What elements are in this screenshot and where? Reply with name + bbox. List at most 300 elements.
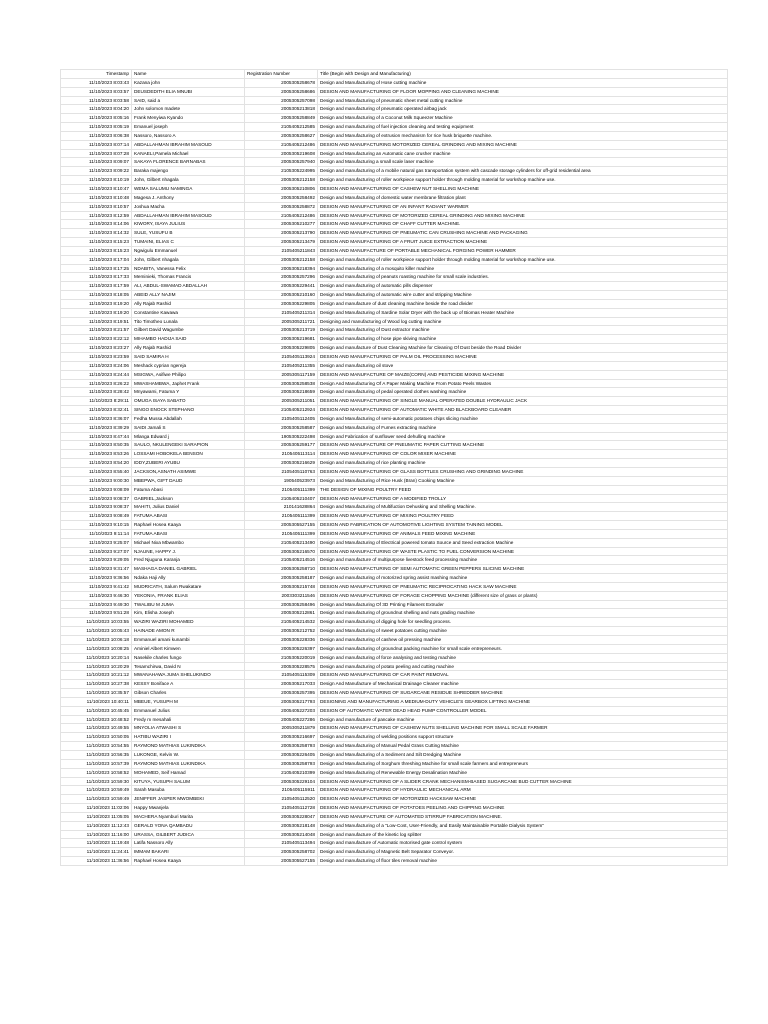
title-cell[interactable]: Design and Manufacturing of extrusion mechanism for rice husk briquette machine. — [318, 131, 728, 140]
title-cell[interactable]: DESIGN AND MANUFACTURING OF FLOOR MOPPING AND CLEANING MACHINE — [318, 87, 728, 96]
title-cell[interactable]: Design and Manufacturing of Hose cutting machine — [318, 78, 728, 87]
title-cell[interactable]: Design and manufacturing oil stove — [318, 361, 728, 370]
registration-number-cell[interactable]: 2005305226405 — [245, 750, 318, 759]
timestamp-cell[interactable]: 11/10/2023 8:21:57 — [61, 326, 132, 335]
registration-number-cell[interactable]: 2005305257395 — [245, 689, 318, 698]
title-cell[interactable]: Design and manufacturing of groundnut shelling and nuts grading machine — [318, 609, 728, 618]
name-cell[interactable]: Fred Njuguna Karanja — [132, 556, 245, 565]
title-cell[interactable]: Design and Manufacturing of Electrical powered tomato Source and Seed extraction Machine — [318, 538, 728, 547]
title-cell[interactable]: Design and Fabrication of sunflower seed dehulling machine — [318, 432, 728, 441]
name-cell[interactable]: Michael Nixa Mbwambo — [132, 538, 245, 547]
registration-number-cell[interactable]: 2105405211314 — [245, 308, 318, 317]
timestamp-cell[interactable]: 11/10/2023 8:55:40 — [61, 467, 132, 476]
timestamp-cell[interactable]: 11/10/2023 8:19:20 — [61, 299, 132, 308]
registration-number-cell[interactable]: 2105405212486 — [245, 140, 318, 149]
title-cell[interactable]: DESIGN AND MANUFACTURING OF PNEUMATIC RECIPROCATING HACK SAW MACHINE — [318, 582, 728, 591]
timestamp-cell[interactable]: 11/10/2023 11:12:43 — [61, 821, 132, 830]
name-cell[interactable]: NJAUNE, HAPPY J. — [132, 547, 245, 556]
name-cell[interactable]: YEKONIA, FRANK ELIAS — [132, 591, 245, 600]
registration-number-cell[interactable]: 2005305210277 — [245, 220, 318, 229]
title-cell[interactable]: Designing and manufacturing of Wood log cutting machine — [318, 317, 728, 326]
timestamp-cell[interactable]: 11/10/2023 10:20:14 — [61, 653, 132, 662]
registration-number-cell[interactable]: 2105405210399 — [245, 768, 318, 777]
title-cell[interactable]: DESIGN AND FABRICATION OF AUTOMOTIVE LIGHTING SYSTEM TAINING MODEL — [318, 521, 728, 530]
title-cell[interactable]: Design and manufacturing of hose pipe skiving machine — [318, 335, 728, 344]
registration-number-cell[interactable]: 2005305257098 — [245, 96, 318, 105]
registration-number-cell[interactable]: 2005305218394 — [245, 264, 318, 273]
name-cell[interactable]: IDDY,ZUBERI AYUBU — [132, 459, 245, 468]
name-cell[interactable]: Baraka majengo — [132, 167, 245, 176]
registration-number-cell[interactable]: 2005305218659 — [245, 388, 318, 397]
title-cell[interactable]: Design and Manufacturing of Dust extractor machine — [318, 326, 728, 335]
title-cell[interactable]: Design and manufacturing of roller workpiece support holder through molding material for workshop machine use. — [318, 255, 728, 264]
timestamp-cell[interactable]: 11/10/2023 11:36:56 — [61, 857, 132, 866]
timestamp-cell[interactable]: 11/10/2023 8:03:43 — [61, 78, 132, 87]
title-cell[interactable]: Design and Manufacturing of semi-automatic potatoes chips slicing machine — [318, 414, 728, 423]
title-cell[interactable]: DESIGN AND MANUFACTURING OF PNEUMATIC CAN CRUSHING MACHINE AND PACKAGING — [318, 229, 728, 238]
timestamp-cell[interactable]: 11/10/2023 11:19:48 — [61, 839, 132, 848]
title-cell[interactable]: DESIGN AND MANUFACTURE OF MAIZE(CORN) AND PESTICIDE MIXING MACHINE — [318, 370, 728, 379]
title-cell[interactable]: DESIGN AND MANUFACTURING OF CHAFF CUTTER MACHINE. — [318, 220, 728, 229]
timestamp-cell[interactable]: 11/10/2023 10:59:49 — [61, 786, 132, 795]
title-cell[interactable]: Design and manufacturing of groundnut packing machine for small scale entrepreneurs. — [318, 644, 728, 653]
title-cell[interactable]: Design and manufacturing of fuel injection cleaning and testing equipment — [318, 123, 728, 132]
timestamp-cell[interactable]: 11/10/2023 8:10:57 — [61, 202, 132, 211]
registration-number-cell[interactable]: 2105405113494 — [245, 839, 318, 848]
title-cell[interactable]: DESIGN AND MANUFACTURING OF A MODIFIED TROLLY — [318, 494, 728, 503]
registration-number-cell[interactable]: 2005305212158 — [245, 176, 318, 185]
name-cell[interactable]: John, Gilbert nhagala — [132, 255, 245, 264]
timestamp-cell[interactable]: 11/10/2023 11:02:06 — [61, 804, 132, 813]
name-cell[interactable]: SAID SAMIRA H — [132, 353, 245, 362]
title-cell[interactable]: Design and manufacturing of roller workpiece support holder through molding material for workshop machine use. — [318, 176, 728, 185]
title-cell[interactable]: Design and manufacturing of motorized spring assist mashing machine — [318, 574, 728, 583]
title-cell[interactable]: Design and manufacture of Automatic motorised gate control system — [318, 839, 728, 848]
timestamp-cell[interactable]: 11/10/2023 9:29:05 — [61, 556, 132, 565]
name-cell[interactable]: Meminieki, Thomas Francis — [132, 273, 245, 282]
title-cell[interactable]: DESIGN AND MANUFACTURING OF ANIMALS FEED MIXING MACHINE — [318, 529, 728, 538]
timestamp-cell[interactable]: 11/10/2023 9:25:07 — [61, 538, 132, 547]
registration-number-cell[interactable]: 210141628864 — [245, 503, 318, 512]
timestamp-cell[interactable]: 11/10/2023 8:47:44 — [61, 432, 132, 441]
timestamp-cell[interactable]: 11/10/2023 8:09:07 — [61, 158, 132, 167]
timestamp-cell[interactable]: 11/10/2023 8:28:42 — [61, 388, 132, 397]
timestamp-cell[interactable]: 11/10/2023 8:07:28 — [61, 149, 132, 158]
name-cell[interactable]: RAYMOND MATHIAS LUKINDIKA — [132, 759, 245, 768]
timestamp-cell[interactable]: 11/10/2023 10:35:57 — [61, 689, 132, 698]
registration-number-cell[interactable]: 2005305213479 — [245, 238, 318, 247]
name-cell[interactable]: MBEUE, YUSUPH M — [132, 697, 245, 706]
registration-number-cell[interactable]: 2005305212158 — [245, 255, 318, 264]
title-cell[interactable]: DESIGN AND MANUFACTURING OF MOTORIZED HACKSAW MACHINE — [318, 795, 728, 804]
name-cell[interactable]: Joshua Macha — [132, 202, 245, 211]
timestamp-cell[interactable]: 11/10/2023 11:16:00 — [61, 830, 132, 839]
registration-number-cell[interactable]: 2005305257940 — [245, 158, 318, 167]
name-cell[interactable]: Latifa Nassoro Ally — [132, 839, 245, 848]
name-cell[interactable]: MWASHAMBWA, Japhet Frank — [132, 379, 245, 388]
name-cell[interactable]: MACHERA Nyamburi Marita — [132, 812, 245, 821]
timestamp-cell[interactable]: 11/10/2023 8:07:14 — [61, 140, 132, 149]
title-cell[interactable]: Design and Manufacturing of pneumatic sheet metal cutting machine — [318, 96, 728, 105]
registration-number-cell[interactable]: 2105405113924 — [245, 353, 318, 362]
timestamp-cell[interactable]: 11/10/2023 9:08:37 — [61, 494, 132, 503]
registration-number-cell[interactable]: 2105405112728 — [245, 804, 318, 813]
registration-number-cell[interactable]: 2005305217793 — [245, 697, 318, 706]
timestamp-cell[interactable]: 11/10/2023 10:57:39 — [61, 759, 132, 768]
registration-number-cell[interactable]: 2005305229805 — [245, 344, 318, 353]
timestamp-cell[interactable]: 11/10/2023 8:19:20 — [61, 308, 132, 317]
registration-number-cell[interactable]: 2005305258686 — [245, 87, 318, 96]
registration-number-cell[interactable]: 2005405227286 — [245, 715, 318, 724]
name-cell[interactable]: Gibson Charles — [132, 689, 245, 698]
name-cell[interactable]: ALI, ABDUL-SWAMAD ABDALLAH — [132, 282, 245, 291]
timestamp-cell[interactable]: 11/10/2023 8:14:06 — [61, 220, 132, 229]
timestamp-cell[interactable]: 11/10/2023 9:27:07 — [61, 547, 132, 556]
timestamp-cell[interactable]: 11/10/2023 8:14:32 — [61, 229, 132, 238]
name-cell[interactable]: Ndaka Haji Ally — [132, 574, 245, 583]
title-cell[interactable]: Design and Manufacturing of Fumes extracting machine — [318, 423, 728, 432]
registration-number-cell[interactable]: 2005305258793 — [245, 759, 318, 768]
timestamp-cell[interactable]: 11/10/2023 10:50:05 — [61, 733, 132, 742]
timestamp-cell[interactable]: 11/10/2023 9:51:28 — [61, 609, 132, 618]
name-cell[interactable]: Sarah Masuba — [132, 786, 245, 795]
registration-number-cell[interactable]: 2105405214532 — [245, 618, 318, 627]
name-cell[interactable]: Tito Timotheo Lunala — [132, 317, 245, 326]
registration-number-cell[interactable]: 2005305213818 — [245, 105, 318, 114]
name-cell[interactable]: ABEID ALLY NAJIM — [132, 291, 245, 300]
timestamp-cell[interactable]: 11/10/2023 10:27:38 — [61, 680, 132, 689]
title-cell[interactable]: Design And Manufacturing Of A Paper Making Machine From Potato Peels Wastes — [318, 379, 728, 388]
timestamp-cell[interactable]: 11/10/2023 9:08:09 — [61, 485, 132, 494]
registration-number-cell[interactable]: 2005305258627 — [245, 131, 318, 140]
name-cell[interactable]: KESSY Boniface A — [132, 680, 245, 689]
registration-number-cell[interactable]: 2005305258849 — [245, 114, 318, 123]
timestamp-cell[interactable]: 11/10/2023 11:24:41 — [61, 848, 132, 857]
registration-number-cell[interactable]: 2105305224995 — [245, 167, 318, 176]
title-cell[interactable]: DESIGN AND MANUFACTURING OF AUTOMATIC WHITE AND BLACKBOARD CLEANER — [318, 406, 728, 415]
name-cell[interactable]: John solomon madete — [132, 105, 245, 114]
name-cell[interactable]: IMMAM BAKARI — [132, 848, 245, 857]
title-cell[interactable]: DESIGN AND MANUFACTURING OF CASHEW NUTS SHELLING MACHINE FOR SMALL SCALE FARMER — [318, 724, 728, 733]
registration-number-cell[interactable]: 2005305215748 — [245, 582, 318, 591]
timestamp-cell[interactable]: 11/10/2023 8:22:12 — [61, 335, 132, 344]
name-cell[interactable]: Raphael Hosea Kaaya — [132, 521, 245, 530]
registration-number-cell[interactable]: 2105405112520 — [245, 795, 318, 804]
timestamp-cell[interactable]: 11/10/2023 10:45:45 — [61, 706, 132, 715]
header-timestamp[interactable]: Timestamp — [61, 70, 132, 79]
timestamp-cell[interactable]: 11/10/2023 8:23:59 — [61, 353, 132, 362]
registration-number-cell[interactable]: 2005305219608 — [245, 149, 318, 158]
name-cell[interactable]: Fatuma Abasi — [132, 485, 245, 494]
title-cell[interactable]: Design and Manufacturing of domestic water membrane filtration plant — [318, 193, 728, 202]
name-cell[interactable]: Kim, Elisha Joseph — [132, 609, 245, 618]
title-cell[interactable]: Design and manufacture of Dust Cleaning Machine for Cleaning Of Dust beside the Road Divider — [318, 344, 728, 353]
title-cell[interactable]: Design and manufacture of multipurpose livestock feed processing machine — [318, 556, 728, 565]
name-cell[interactable]: Mlanga Edward j — [132, 432, 245, 441]
timestamp-cell[interactable]: 11/10/2023 8:17:59 — [61, 282, 132, 291]
name-cell[interactable]: Magesa J. Anthony — [132, 193, 245, 202]
name-cell[interactable]: FATUMA ABASI — [132, 512, 245, 521]
name-cell[interactable]: MSIGWA, Asifiwe Philipo — [132, 370, 245, 379]
registration-number-cell[interactable]: 2005305258678 — [245, 78, 318, 87]
timestamp-cell[interactable]: 11/10/2023 9:49:30 — [61, 600, 132, 609]
name-cell[interactable]: FATUMA ABASI — [132, 529, 245, 538]
name-cell[interactable]: MWANAHAWA JUMA SHELUKINDO — [132, 671, 245, 680]
registration-number-cell[interactable]: 2005305212752 — [245, 627, 318, 636]
registration-number-cell[interactable]: 2105405110763 — [245, 467, 318, 476]
timestamp-cell[interactable]: 11/10/2023 10:05:43 — [61, 627, 132, 636]
title-cell[interactable]: DESIGN AND MANUFACTURING OF A SLIDER CRANK MECHANISM-BASED SUGARCANE BUD CUTTER MACHINE — [318, 777, 728, 786]
title-cell[interactable]: DESIGN AND MANUFACTURING OF SEMI AUTOMATIC GREEN PEPPERS SLICING MACHINE — [318, 565, 728, 574]
registration-number-cell[interactable]: 2005305257296 — [245, 273, 318, 282]
title-cell[interactable]: Design and Manufacturing of a Sediment and Silt Dredging Machine — [318, 750, 728, 759]
registration-number-cell[interactable]: 2005305258187 — [245, 574, 318, 583]
registration-number-cell[interactable]: 2005305229104 — [245, 777, 318, 786]
timestamp-cell[interactable]: 11/10/2023 8:53:26 — [61, 450, 132, 459]
name-cell[interactable]: MAHITI, Julius Daniel — [132, 503, 245, 512]
registration-number-cell[interactable]: 2005305211721 — [245, 317, 318, 326]
title-cell[interactable]: DESIGN AND MANUFACTURING OF POTATOES PEELING AND CHIPPING MACHINE — [318, 804, 728, 813]
timestamp-cell[interactable]: 11/10/2023 8:10:19 — [61, 176, 132, 185]
title-cell[interactable]: Design and Manufacturing Of 3D Printing Filament Extruder — [318, 600, 728, 609]
registration-number-cell[interactable]: 2005305214048 — [245, 830, 318, 839]
name-cell[interactable]: GERALD YONA QAMBADU — [132, 821, 245, 830]
registration-number-cell[interactable]: 2105405212924 — [245, 406, 318, 415]
name-cell[interactable]: ABDALLAHMAN IBRAHIM MASOUD — [132, 140, 245, 149]
title-cell[interactable]: THE DESIGN OF MIXING POULTRY FEED — [318, 485, 728, 494]
timestamp-cell[interactable]: 11/10/2023 8:54:20 — [61, 459, 132, 468]
name-cell[interactable]: Mnyawami, Fatuma Y — [132, 388, 245, 397]
name-cell[interactable]: SAULO, NKULENGEKI SARAPION — [132, 441, 245, 450]
registration-number-cell[interactable]: 2005305211051 — [245, 397, 318, 406]
name-cell[interactable]: HATIBU WAZIRI I — [132, 733, 245, 742]
timestamp-cell[interactable]: 11/10/2023 10:58:52 — [61, 768, 132, 777]
name-cell[interactable]: Fredy m mesahali — [132, 715, 245, 724]
timestamp-cell[interactable]: 11/10/2023 10:48:52 — [61, 715, 132, 724]
registration-number-cell[interactable]: 2005305259177 — [245, 441, 318, 450]
name-cell[interactable]: MIHAMBO HADIJA SAID — [132, 335, 245, 344]
name-cell[interactable]: MUDRICATH, Salum Rwakatare — [132, 582, 245, 591]
timestamp-cell[interactable]: 11/10/2023 9:10:15 — [61, 521, 132, 530]
timestamp-cell[interactable]: 11/10/2023 10:40:11 — [61, 697, 132, 706]
timestamp-cell[interactable]: 11/10/2023 9:46:30 — [61, 591, 132, 600]
registration-number-cell[interactable]: 2105405115309 — [245, 671, 318, 680]
title-cell[interactable]: DESIGN AND MANUFACTURING OF MOTORIZED CEREAL GRINDING AND MIXING MACHINE — [318, 211, 728, 220]
title-cell[interactable]: Design and Manufacturing of a Coconut Milk Squeezer Machine — [318, 114, 728, 123]
registration-number-cell[interactable]: 2005305229805 — [245, 299, 318, 308]
name-cell[interactable]: TUMAINI, ELIAS C — [132, 238, 245, 247]
timestamp-cell[interactable]: 11/10/2023 8:23:27 — [61, 344, 132, 353]
registration-number-cell[interactable]: 2005305210806 — [245, 184, 318, 193]
timestamp-cell[interactable]: 11/10/2023 8:50:35 — [61, 441, 132, 450]
name-cell[interactable]: John, Gilbert nhagala — [132, 176, 245, 185]
title-cell[interactable]: DESIGN AND MANUFACTURING OF HYDRAULIC MECHANICAL ARM — [318, 786, 728, 795]
timestamp-cell[interactable]: 11/10/2023 8:15:23 — [61, 238, 132, 247]
timestamp-cell[interactable]: 11/10/2023 8:09:22 — [61, 167, 132, 176]
timestamp-cell[interactable]: 11/10/2023 10:54:55 — [61, 742, 132, 751]
timestamp-cell[interactable]: 11/10/2023 9:36:56 — [61, 574, 132, 583]
registration-number-cell[interactable]: 2005305216570 — [245, 547, 318, 556]
name-cell[interactable]: SINGO ENOCK STEPHANO — [132, 406, 245, 415]
registration-number-cell[interactable]: 2005305258492 — [245, 193, 318, 202]
title-cell[interactable]: Design and Manufacturing of sweet potatoes cutting machine — [318, 627, 728, 636]
registration-number-cell[interactable]: 2005305216697 — [245, 733, 318, 742]
timestamp-cell[interactable]: 11/10/2023 8:29:11 — [61, 397, 132, 406]
title-cell[interactable]: DESIGNING AND MANUFACTURING A MEDIUM-DUTY VEHICLE'S GEARBOX LIFTING MACHINE — [318, 697, 728, 706]
timestamp-cell[interactable]: 11/10/2023 10:56:35 — [61, 750, 132, 759]
name-cell[interactable]: OMUGA ISAYA SABATO — [132, 397, 245, 406]
title-cell[interactable]: Design and manufacture of pancake machine — [318, 715, 728, 724]
timestamp-cell[interactable]: 11/10/2023 10:59:30 — [61, 777, 132, 786]
name-cell[interactable]: Kazana john — [132, 78, 245, 87]
name-cell[interactable]: Raphael Hosea Kaaya — [132, 857, 245, 866]
registration-number-cell[interactable]: 2005305258793 — [245, 742, 318, 751]
title-cell[interactable]: Design and manufacturing of a mosquito killer machine — [318, 264, 728, 273]
title-cell[interactable]: DESIGN AND MANUFACTURING OF MIXING POULTRY FEED — [318, 512, 728, 521]
name-cell[interactable]: Gilbert David Wagumbe — [132, 326, 245, 335]
title-cell[interactable]: DESIGN AND MANUFACTURING OF GLASS BOTTLES CRUSHING AND GRINDING MACHINE — [318, 467, 728, 476]
name-cell[interactable]: WEMA SALUMU NAMINGA — [132, 184, 245, 193]
registration-number-cell[interactable]: 2105405111399 — [245, 512, 318, 521]
title-cell[interactable]: Design and manufacturing of pedal operated clothes washing machine — [318, 388, 728, 397]
registration-number-cell[interactable]: 2005305229441 — [245, 282, 318, 291]
header-title[interactable]: Title (Begin with Design and Manufacturing) — [318, 70, 728, 79]
timestamp-cell[interactable]: 11/10/2023 8:03:57 — [61, 87, 132, 96]
title-cell[interactable]: Design and Manufacturing of Sorghum threshing Machine for small scale farmers and entrepreneurs — [318, 759, 728, 768]
registration-number-cell[interactable]: 2005305117159 — [245, 370, 318, 379]
title-cell[interactable]: DESIGN AND MANUFACTURING OF WASTE PLASTIC TO FUEL CONVERSION MACHINE — [318, 547, 728, 556]
registration-number-cell[interactable]: 2005305527155 — [245, 521, 318, 530]
timestamp-cell[interactable]: 11/10/2023 10:08:25 — [61, 644, 132, 653]
name-cell[interactable]: Aminiel Albert Kimwen — [132, 644, 245, 653]
name-cell[interactable]: URASSA, GILBERT JUDICA — [132, 830, 245, 839]
registration-number-cell[interactable]: 2005305213790 — [245, 229, 318, 238]
timestamp-cell[interactable]: 11/10/2023 8:18:05 — [61, 291, 132, 300]
timestamp-cell[interactable]: 11/10/2023 8:17:33 — [61, 273, 132, 282]
name-cell[interactable]: LOSSAMI HOBOKELA BENSON — [132, 450, 245, 459]
name-cell[interactable]: HAINADE AMON R — [132, 627, 245, 636]
registration-number-cell[interactable]: 2005305527155 — [245, 857, 318, 866]
title-cell[interactable]: DESIGN AND MANUFACTURE OF PORTABLE MECHANICAL FORGING POWER HAMMER — [318, 246, 728, 255]
timestamp-cell[interactable]: 11/10/2023 10:49:55 — [61, 724, 132, 733]
registration-number-cell[interactable]: 2105405211355 — [245, 361, 318, 370]
registration-number-cell[interactable]: 2105405212486 — [245, 211, 318, 220]
title-cell[interactable]: DESIGN AND MANUFACTURING OF COLOR MIXER MACHINE — [318, 450, 728, 459]
timestamp-cell[interactable]: 11/10/2023 9:08:37 — [61, 503, 132, 512]
name-cell[interactable]: DEUSDEDITH ELIA MNUBI — [132, 87, 245, 96]
registration-number-cell[interactable]: 2005305210160 — [245, 291, 318, 300]
title-cell[interactable]: DESIGN AND MANUFACTURING OF FORAGE CHOPPING MACHINE (different size of grass or plants) — [318, 591, 728, 600]
title-cell[interactable]: DESIGN AND MANUFACTURING OF PALM OIL PROCESSING MACHINE — [318, 353, 728, 362]
title-cell[interactable]: Design and manufacture of dust cleaning machine beside the road divider — [318, 299, 728, 308]
title-cell[interactable]: DESIGN AND MANUFACTURING OF CASHEW NUT SHELLING MACHINE — [318, 184, 728, 193]
timestamp-cell[interactable]: 11/10/2023 8:06:38 — [61, 131, 132, 140]
name-cell[interactable]: MASHAGA DANIEL GABRIEL — [132, 565, 245, 574]
registration-number-cell[interactable]: 2005305217033 — [245, 680, 318, 689]
timestamp-cell[interactable]: 11/10/2023 9:08:49 — [61, 512, 132, 521]
name-cell[interactable]: SAIDI Jamali S — [132, 423, 245, 432]
title-cell[interactable]: Design and manufacturing of automatic pills dispenser — [318, 282, 728, 291]
registration-number-cell[interactable]: 2005305258872 — [245, 202, 318, 211]
name-cell[interactable]: TWALIBU M JUMA — [132, 600, 245, 609]
title-cell[interactable]: DESIGN OF AUTOMATIC WATER DEAD HEAD PUMP CONTROLLER MODEL — [318, 706, 728, 715]
title-cell[interactable]: Design and Manufacturing of automatic wire cutter and stripping Machine — [318, 291, 728, 300]
title-cell[interactable]: Design and manufacturing of cashew oil pressing machine — [318, 636, 728, 645]
registration-number-cell[interactable]: 2005305228047 — [245, 812, 318, 821]
title-cell[interactable]: Design and manufacturing of force analysing and testing machine — [318, 653, 728, 662]
title-cell[interactable]: Design and Manufacturing an Automatic cane crusher machine — [318, 149, 728, 158]
name-cell[interactable]: Ally Rajab Rashid — [132, 344, 245, 353]
name-cell[interactable]: Nasekile charles fungo — [132, 653, 245, 662]
timestamp-cell[interactable]: 11/10/2023 8:39:29 — [61, 423, 132, 432]
timestamp-cell[interactable]: 11/10/2023 8:05:16 — [61, 114, 132, 123]
title-cell[interactable]: DESIGN AND MANUFACTURING OF CAR PAINT REMOVAL — [318, 671, 728, 680]
name-cell[interactable]: KIWORY, ISAYA JULIUS — [132, 220, 245, 229]
registration-number-cell[interactable]: 2005305258496 — [245, 600, 318, 609]
title-cell[interactable]: DESIGN AND MANUFACTURING OF SUGARCANE RESIDUE SHREDDER MACHINE — [318, 689, 728, 698]
registration-number-cell[interactable]: 2105405112405 — [245, 414, 318, 423]
name-cell[interactable]: WAZIRI WAZIRI MOHAMED — [132, 618, 245, 627]
timestamp-cell[interactable]: 11/10/2023 8:15:23 — [61, 246, 132, 255]
title-cell[interactable]: Design and Manufacturing of Renewable Energy Desalination Machine — [318, 768, 728, 777]
title-cell[interactable]: Design and manufacturing of potato peeling and cutting machine — [318, 662, 728, 671]
name-cell[interactable]: MNYOLIA ATWASHI S — [132, 724, 245, 733]
registration-number-cell[interactable]: 2105405214516 — [245, 556, 318, 565]
timestamp-cell[interactable]: 11/10/2023 8:26:22 — [61, 379, 132, 388]
title-cell[interactable]: DESIGN AND MANUFACTURING OF A FRUIT JUICE EXTRACTION MACHINE — [318, 238, 728, 247]
timestamp-cell[interactable]: 11/10/2023 8:04:20 — [61, 105, 132, 114]
timestamp-cell[interactable]: 11/10/2023 10:20:29 — [61, 662, 132, 671]
timestamp-cell[interactable]: 11/10/2023 10:03:55 — [61, 618, 132, 627]
registration-number-cell[interactable]: 2105405111399 — [245, 485, 318, 494]
title-cell[interactable]: Design and Manufacturing of Manual Pedal Grass Cutting Machine — [318, 742, 728, 751]
name-cell[interactable]: NDABITA, Vanessa Felix — [132, 264, 245, 273]
name-cell[interactable]: Emmanuel amani kunambi — [132, 636, 245, 645]
name-cell[interactable]: MBEPWA, GIFT DAUD — [132, 476, 245, 485]
title-cell[interactable]: DESIGN AND MANUFACTURE OF PNEUMATIC PAPER CUTTING MACHINE — [318, 441, 728, 450]
timestamp-cell[interactable]: 11/10/2023 8:12:59 — [61, 211, 132, 220]
registration-number-cell[interactable]: 2005305219681 — [245, 335, 318, 344]
timestamp-cell[interactable]: 11/10/2023 8:32:41 — [61, 406, 132, 415]
registration-number-cell[interactable]: 2005305226397 — [245, 644, 318, 653]
registration-number-cell[interactable]: 2005305258587 — [245, 423, 318, 432]
header-registration-number[interactable]: Registration Number — [245, 70, 318, 79]
timestamp-cell[interactable]: 11/10/2023 8:03:58 — [61, 96, 132, 105]
registration-number-cell[interactable]: 2005305258710 — [245, 565, 318, 574]
timestamp-cell[interactable]: 11/10/2023 9:41:42 — [61, 582, 132, 591]
registration-number-cell[interactable]: 2105405212585 — [245, 123, 318, 132]
name-cell[interactable]: Constantine Kawawa — [132, 308, 245, 317]
title-cell[interactable]: Design and manufacturing of rice planting machine — [318, 459, 728, 468]
title-cell[interactable]: Design and manufacturing of pneumatic operated airbag jack — [318, 105, 728, 114]
timestamp-cell[interactable]: 11/10/2023 8:10:47 — [61, 184, 132, 193]
timestamp-cell[interactable]: 11/10/2023 8:24:06 — [61, 361, 132, 370]
name-cell[interactable]: Happy Mwanjela — [132, 804, 245, 813]
timestamp-cell[interactable]: 11/10/2023 10:21:12 — [61, 671, 132, 680]
title-cell[interactable]: Design and manufacturing of floor tiles removal machine — [318, 857, 728, 866]
name-cell[interactable]: JENIFFER JASPER MWOMBEKI — [132, 795, 245, 804]
timestamp-cell[interactable]: 11/10/2023 9:00:30 — [61, 476, 132, 485]
registration-number-cell[interactable]: 2005305228575 — [245, 662, 318, 671]
registration-number-cell[interactable]: 2005305216629 — [245, 459, 318, 468]
registration-number-cell[interactable]: 2105405210407 — [245, 494, 318, 503]
timestamp-cell[interactable]: 11/10/2023 8:24:44 — [61, 370, 132, 379]
timestamp-cell[interactable]: 11/10/2023 10:06:18 — [61, 636, 132, 645]
title-cell[interactable]: Design and manufacturing of digging hole for seedling process. — [318, 618, 728, 627]
name-cell[interactable]: Ngwigulu Emmanuel — [132, 246, 245, 255]
title-cell[interactable]: Design and Manufacturing of Rice Husk (Bran) Cooking Machine — [318, 476, 728, 485]
name-cell[interactable]: LUKONGE, Kelvin W. — [132, 750, 245, 759]
